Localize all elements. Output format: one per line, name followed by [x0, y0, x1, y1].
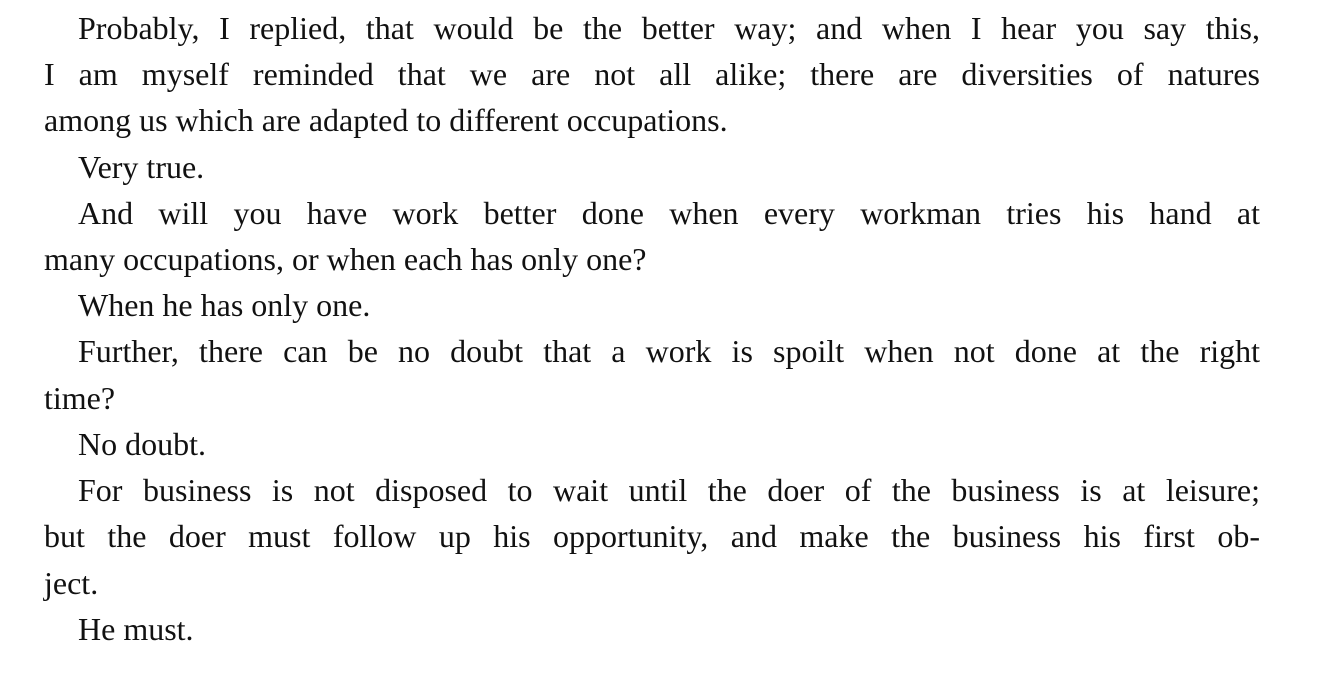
text-line: And will you have work better done when every workman tries his hand at: [78, 195, 1260, 231]
text-line: For business is not disposed to wait until the doer of the business is at leisure;: [78, 472, 1260, 508]
text-line: I am myself reminded that we are not all alike; there are diversities of natures: [44, 56, 1260, 92]
text-line: No doubt.: [78, 426, 206, 462]
text-line: but the doer must follow up his opportunity, and make the business his first ob-: [44, 518, 1260, 554]
text-line: ject.: [44, 565, 99, 601]
text-line: many occupations, or when each has only one?: [44, 241, 647, 277]
text-line: Very true.: [78, 149, 205, 185]
text-line: time?: [44, 380, 116, 416]
text-line: When he has only one.: [78, 287, 371, 323]
text-line: Further, there can be no doubt that a work is spoilt when not done at the right: [78, 333, 1260, 369]
text-line: Probably, I replied, that would be the better way; and when I hear you say this,: [78, 10, 1260, 46]
text-line: among us which are adapted to different occupations.: [44, 102, 728, 138]
text-line: He must.: [78, 611, 194, 647]
